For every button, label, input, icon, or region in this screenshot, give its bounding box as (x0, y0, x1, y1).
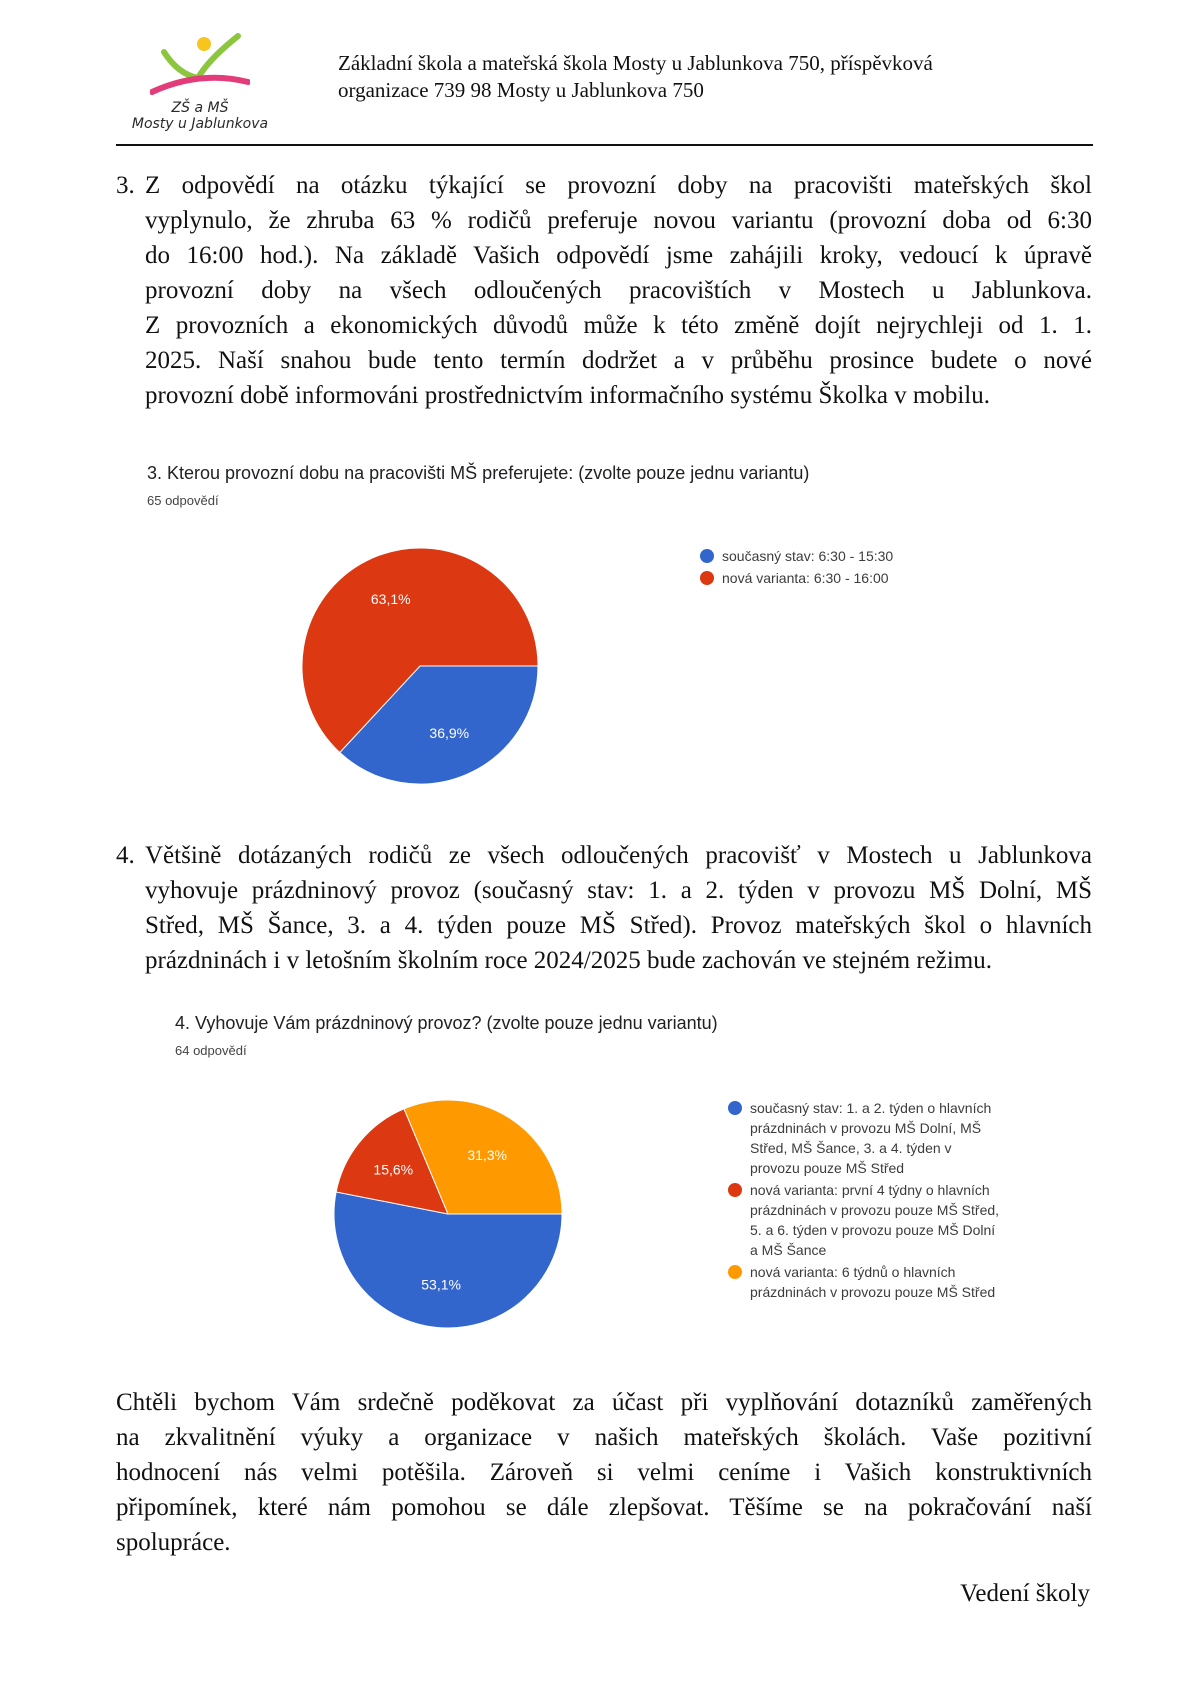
paragraph-line: na zkvalitnění výuky a organizace v našich mateřských školách. Vaše pozitivní (116, 1424, 1092, 1451)
legend-swatch (700, 571, 714, 585)
paragraph-line: do 16:00 hod.). Na základě Vašich odpovědí jsme zahájili kroky, vedoucí k úpravě (145, 242, 1092, 269)
legend-label-line: nová varianta: první 4 týdny o hlavních (750, 1182, 990, 1198)
legend-swatch (728, 1183, 742, 1197)
paragraph-line: spolupráce. (116, 1529, 231, 1556)
legend-label-line: prázdninách v provozu pouze MŠ Střed (750, 1284, 996, 1300)
paragraph-line: provozní doby na všech odloučených pracovištích v Mostech u Jablunkova. (145, 277, 1092, 304)
legend-label-line: Střed, MŠ Šance, 3. a 4. týden v (750, 1140, 952, 1156)
paragraph-line: provozní době informováni prostřednictvím informačního systému Školka v mobilu. (145, 382, 991, 409)
legend-label-line: 5. a 6. týden v provozu pouze MŠ Dolní (750, 1222, 996, 1238)
legend-label-line: současný stav: 1. a 2. týden o hlavních (750, 1100, 992, 1116)
chart-1-response-count: 65 odpovědí (147, 493, 219, 508)
chart-2-legend (728, 1098, 1028, 1304)
legend-item (700, 568, 893, 588)
paragraph-line: hodnocení nás velmi potěšila. Zároveň si velmi ceníme i Vašich konstruktivních (116, 1459, 1092, 1486)
pie-slice-label: 15,6% (373, 1161, 414, 1178)
pie-slice-label: 53,1% (421, 1276, 461, 1293)
paragraph-line: Střed, MŠ Šance, 3. a 4. týden pouze MŠ Střed). Provoz mateřských škol o hlavních (145, 912, 1092, 939)
legend-label: nová varianta: 6:30 - 16:00 (722, 570, 889, 586)
legend-label: současný stav: 6:30 - 15:30 (722, 548, 894, 564)
legend-label-line: prázdninách v provozu MŠ Dolní, MŠ (750, 1120, 982, 1136)
paragraph-line: 2025. Naší snahou bude tento termín dodržet a v průběhu prosince budete o nové (145, 347, 1092, 374)
paragraph-line: vyplynulo, že zhruba 63 % rodičů preferuje novou variantu (provozní doba od 6:30 (145, 207, 1092, 234)
school-logo (120, 28, 280, 140)
paragraph-line: Většině dotázaných rodičů ze všech odloučených pracovišť v Mostech u Jablunkova (145, 842, 1092, 869)
chart-2-title: 4. Vyhovuje Vám prázdninový provoz? (zvolte pouze jednu variantu) (175, 1013, 718, 1033)
paragraph-line: Chtěli bychom Vám srdečně poděkovat za účast při vyplňování dotazníků zaměřených (116, 1389, 1092, 1416)
legend-swatch (728, 1265, 742, 1279)
legend-swatch (700, 549, 714, 563)
legend-label-line: a MŠ Šance (750, 1242, 827, 1258)
chart-1-pie (300, 546, 540, 786)
legend-label-line: provozu pouze MŠ Střed (750, 1160, 905, 1176)
school-name-line-2: organizace 739 98 Mosty u Jablunkova 750 (338, 78, 704, 102)
pie-slice-label: 36,9% (429, 725, 470, 742)
chart-2-pie (332, 1098, 564, 1330)
logo-text (120, 100, 280, 132)
chart-1-legend (700, 546, 893, 590)
school-name (338, 50, 1098, 104)
legend-item (728, 1098, 1028, 1178)
header-divider (116, 144, 1093, 146)
paragraph-line: prázdninách i v letošním školním roce 2024/2025 bude zachován ve stejném režimu. (145, 947, 992, 974)
logo-line-1: ZŠ a MŠ (171, 100, 229, 116)
signature: Vedení školy (960, 1580, 1090, 1607)
paragraph-line: připomínek, které nám pomohou se dále zlepšovat. Těšíme se na pokračování naší (116, 1494, 1092, 1521)
logo-line-2: Mosty u Jablunkova (131, 116, 269, 132)
pie-slice-label: 63,1% (370, 590, 411, 607)
paragraph-line: vyhovuje prázdninový provoz (současný stav: 1. a 2. týden v provozu MŠ Dolní, MŠ (145, 877, 1092, 904)
legend-label-line: nová varianta: 6 týdnů o hlavních (750, 1264, 956, 1280)
section-4-paragraph (116, 838, 1092, 978)
legend-item (700, 546, 893, 566)
chart-2-response-count: 64 odpovědí (175, 1043, 247, 1058)
section-3-paragraph (116, 168, 1092, 413)
paragraph-line: Z odpovědí na otázku týkající se provozní doby na pracovišti mateřských škol (145, 172, 1092, 199)
legend-label-line: prázdninách v provozu pouze MŠ Střed, (750, 1202, 1000, 1218)
pie-slice-label: 31,3% (467, 1147, 508, 1164)
legend-swatch (728, 1101, 742, 1115)
paragraph-line: Z provozních a ekonomických důvodů může k této změně dojít nejrychleji od 1. 1. (145, 312, 1092, 339)
closing-paragraph (116, 1385, 1092, 1560)
legend-item (728, 1180, 1028, 1260)
section-3-number: 3. (116, 172, 135, 199)
section-4-number: 4. (116, 842, 135, 869)
chart-1-title: 3. Kterou provozní dobu na pracovišti MŠ preferujete: (zvolte pouze jednu variantu) (147, 463, 810, 483)
logo-figure-icon (150, 30, 250, 100)
school-name-line-1: Základní škola a mateřská škola Mosty u Jablunkova 750, příspěvková (338, 51, 933, 75)
page-header (120, 28, 1090, 146)
legend-item (728, 1262, 1028, 1302)
